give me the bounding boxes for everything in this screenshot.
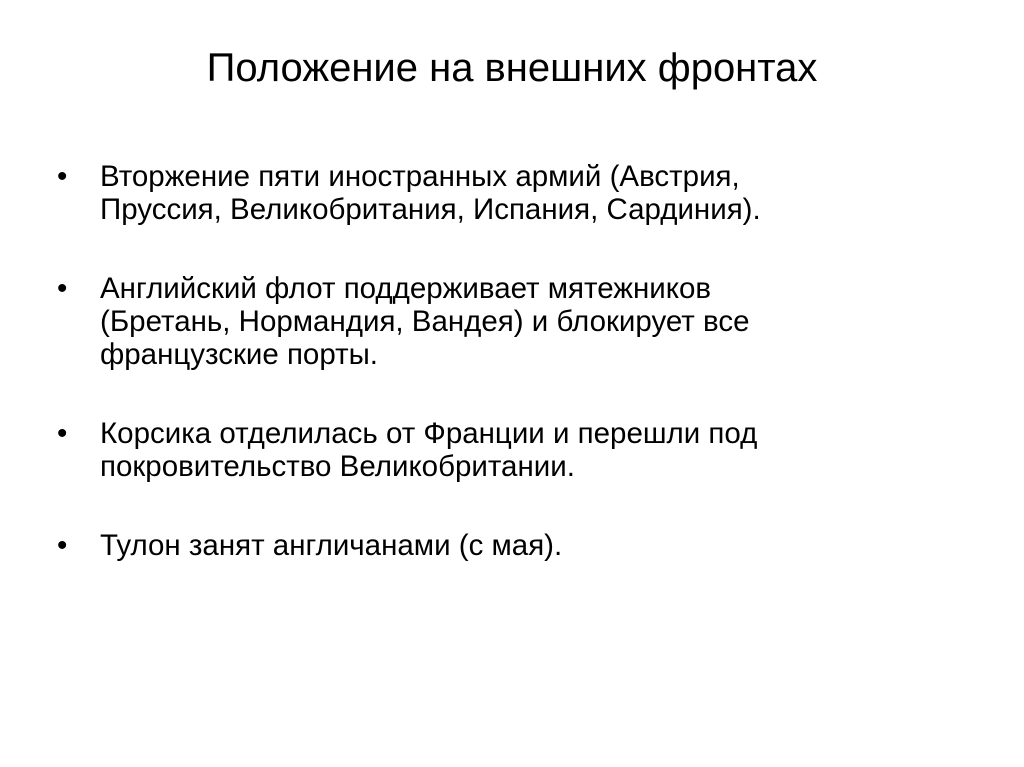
bullet-item — [57, 529, 957, 562]
bullet-item — [57, 272, 957, 371]
bullet-item — [57, 417, 957, 483]
bullet-line: французские порты. — [100, 338, 379, 371]
bullet-line: Корсика отделилась от Франции и перешли под — [100, 417, 758, 450]
bullet-line: Английский флот поддерживает мятежников — [100, 272, 712, 305]
bullet-line: покровительство Великобритании. — [100, 450, 575, 483]
slide-title: Положение на внешних фронтах — [206, 46, 818, 90]
bullet-line: Тулон занят англичанами (с мая). — [100, 529, 563, 562]
bullet-marker: • — [57, 160, 68, 193]
bullet-line: (Бретань, Нормандия, Вандея) и блокирует все — [100, 305, 750, 338]
bullet-line: Вторжение пяти иностранных армий (Австрия, — [100, 160, 740, 193]
bullet-line: Пруссия, Великобритания, Испания, Сардиния). — [100, 193, 761, 226]
bullet-marker: • — [57, 529, 68, 562]
bullet-marker: • — [57, 272, 68, 305]
bullet-list — [57, 160, 957, 562]
bullet-item — [57, 160, 957, 226]
bullet-marker: • — [57, 417, 68, 450]
